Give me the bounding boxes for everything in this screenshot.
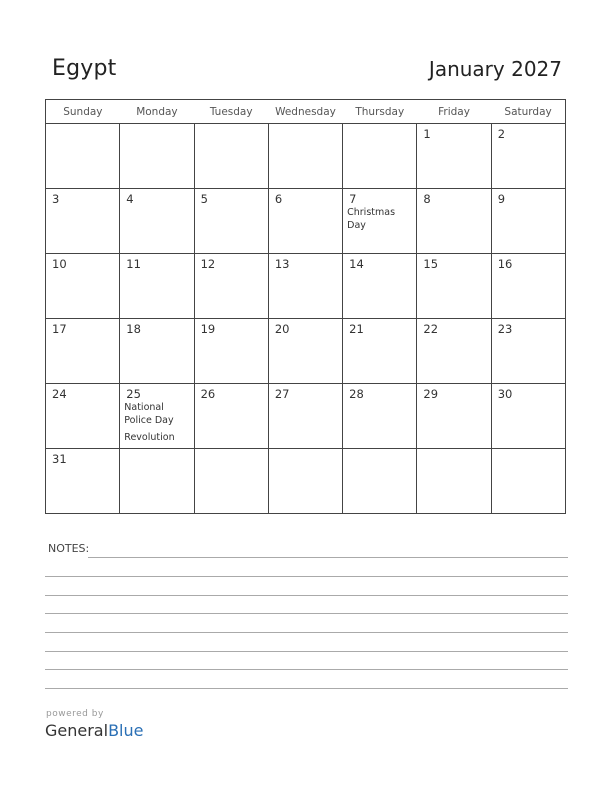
day-number: 17 <box>52 322 67 336</box>
week-row <box>46 254 566 319</box>
day-number: 24 <box>52 387 67 401</box>
weekday-header: Tuesday <box>194 100 268 124</box>
day-cell[interactable] <box>417 189 491 254</box>
day-number: 19 <box>200 322 216 336</box>
day-cell[interactable] <box>46 449 120 514</box>
brand-blue: Blue <box>108 721 144 740</box>
day-cell[interactable] <box>491 189 565 254</box>
day-cell[interactable] <box>120 189 194 254</box>
day-number: 8 <box>423 192 431 206</box>
note-line <box>45 651 568 652</box>
day-cell[interactable] <box>343 319 417 384</box>
day-cell[interactable] <box>491 254 565 319</box>
day-number: 31 <box>52 452 67 466</box>
day-number: 5 <box>200 192 208 206</box>
weekday-header: Sunday <box>46 100 120 124</box>
day-number: 13 <box>274 257 290 271</box>
week-row <box>46 319 566 384</box>
empty-day-cell <box>491 449 565 514</box>
powered-by-text: powered by <box>46 709 104 719</box>
day-cell[interactable] <box>46 384 120 449</box>
day-cell[interactable] <box>268 189 342 254</box>
day-number: 14 <box>349 257 364 271</box>
day-cell[interactable] <box>491 319 565 384</box>
note-line <box>45 595 568 596</box>
week-row <box>46 124 566 189</box>
day-number: 15 <box>423 257 439 271</box>
week-row <box>46 449 566 514</box>
empty-day-cell <box>194 124 268 189</box>
day-number: 26 <box>200 387 216 401</box>
holiday-label: National Police Day <box>124 402 174 426</box>
day-cell[interactable] <box>46 319 120 384</box>
day-number: 30 <box>497 387 513 401</box>
day-number: 18 <box>126 322 141 336</box>
day-number: 7 <box>349 192 357 206</box>
weekday-header: Monday <box>120 100 194 124</box>
day-cell[interactable] <box>46 189 120 254</box>
day-cell[interactable] <box>417 384 491 449</box>
day-number: 25 <box>126 387 141 401</box>
day-cell[interactable] <box>194 254 268 319</box>
calendar-grid <box>45 99 566 514</box>
generalblue-logo[interactable] <box>45 721 143 740</box>
weekday-header: Saturday <box>491 100 565 124</box>
day-cell[interactable] <box>343 189 417 254</box>
day-number: 20 <box>274 322 290 336</box>
day-number: 22 <box>423 322 439 336</box>
day-number: 12 <box>200 257 216 271</box>
holiday-label: Christmas Day <box>347 207 396 231</box>
weekday-header: Thursday <box>343 100 417 124</box>
note-line <box>45 632 568 633</box>
day-cell[interactable] <box>120 254 194 319</box>
empty-day-cell <box>343 449 417 514</box>
empty-day-cell <box>268 124 342 189</box>
day-number: 21 <box>349 322 364 336</box>
day-cell[interactable] <box>491 384 565 449</box>
brand-general: General <box>45 721 109 740</box>
day-cell[interactable] <box>194 189 268 254</box>
empty-day-cell <box>120 449 194 514</box>
country-title: Egypt <box>52 56 117 81</box>
day-cell[interactable] <box>268 319 342 384</box>
empty-day-cell <box>46 124 120 189</box>
empty-day-cell <box>120 124 194 189</box>
day-cell[interactable] <box>46 254 120 319</box>
notes-label: NOTES: <box>48 542 90 555</box>
day-cell[interactable] <box>343 384 417 449</box>
day-cell[interactable] <box>417 319 491 384</box>
day-cell[interactable] <box>268 384 342 449</box>
weekday-header: Friday <box>417 100 491 124</box>
day-cell[interactable] <box>120 319 194 384</box>
empty-day-cell <box>268 449 342 514</box>
day-number: 29 <box>423 387 439 401</box>
day-number: 6 <box>274 192 283 206</box>
day-cell[interactable] <box>120 384 194 449</box>
day-cell[interactable] <box>417 124 491 189</box>
weekday-header-row <box>46 100 566 124</box>
note-line <box>45 688 568 689</box>
day-number: 9 <box>497 192 506 206</box>
day-cell[interactable] <box>194 319 268 384</box>
week-row <box>46 384 566 449</box>
day-cell[interactable] <box>491 124 565 189</box>
empty-day-cell <box>417 449 491 514</box>
day-cell[interactable] <box>194 384 268 449</box>
day-number: 3 <box>52 192 60 206</box>
day-number: 1 <box>423 127 431 141</box>
day-cell[interactable] <box>417 254 491 319</box>
day-number: 27 <box>274 387 290 401</box>
day-number: 2 <box>497 127 506 141</box>
empty-day-cell <box>343 124 417 189</box>
day-number: 16 <box>497 257 513 271</box>
day-number: 10 <box>52 257 67 271</box>
note-line <box>45 669 568 670</box>
day-number: 28 <box>349 387 364 401</box>
note-line <box>45 613 568 614</box>
weekday-header: Wednesday <box>268 100 342 124</box>
month-title: January 2027 <box>428 57 562 81</box>
day-cell[interactable] <box>268 254 342 319</box>
note-line <box>45 576 568 577</box>
week-row <box>46 189 566 254</box>
day-number: 11 <box>126 257 141 271</box>
empty-day-cell <box>194 449 268 514</box>
day-number: 4 <box>126 192 134 206</box>
note-line <box>88 557 568 558</box>
holiday-label: Revolution <box>124 432 175 443</box>
day-cell[interactable] <box>343 254 417 319</box>
day-number: 23 <box>497 322 513 336</box>
